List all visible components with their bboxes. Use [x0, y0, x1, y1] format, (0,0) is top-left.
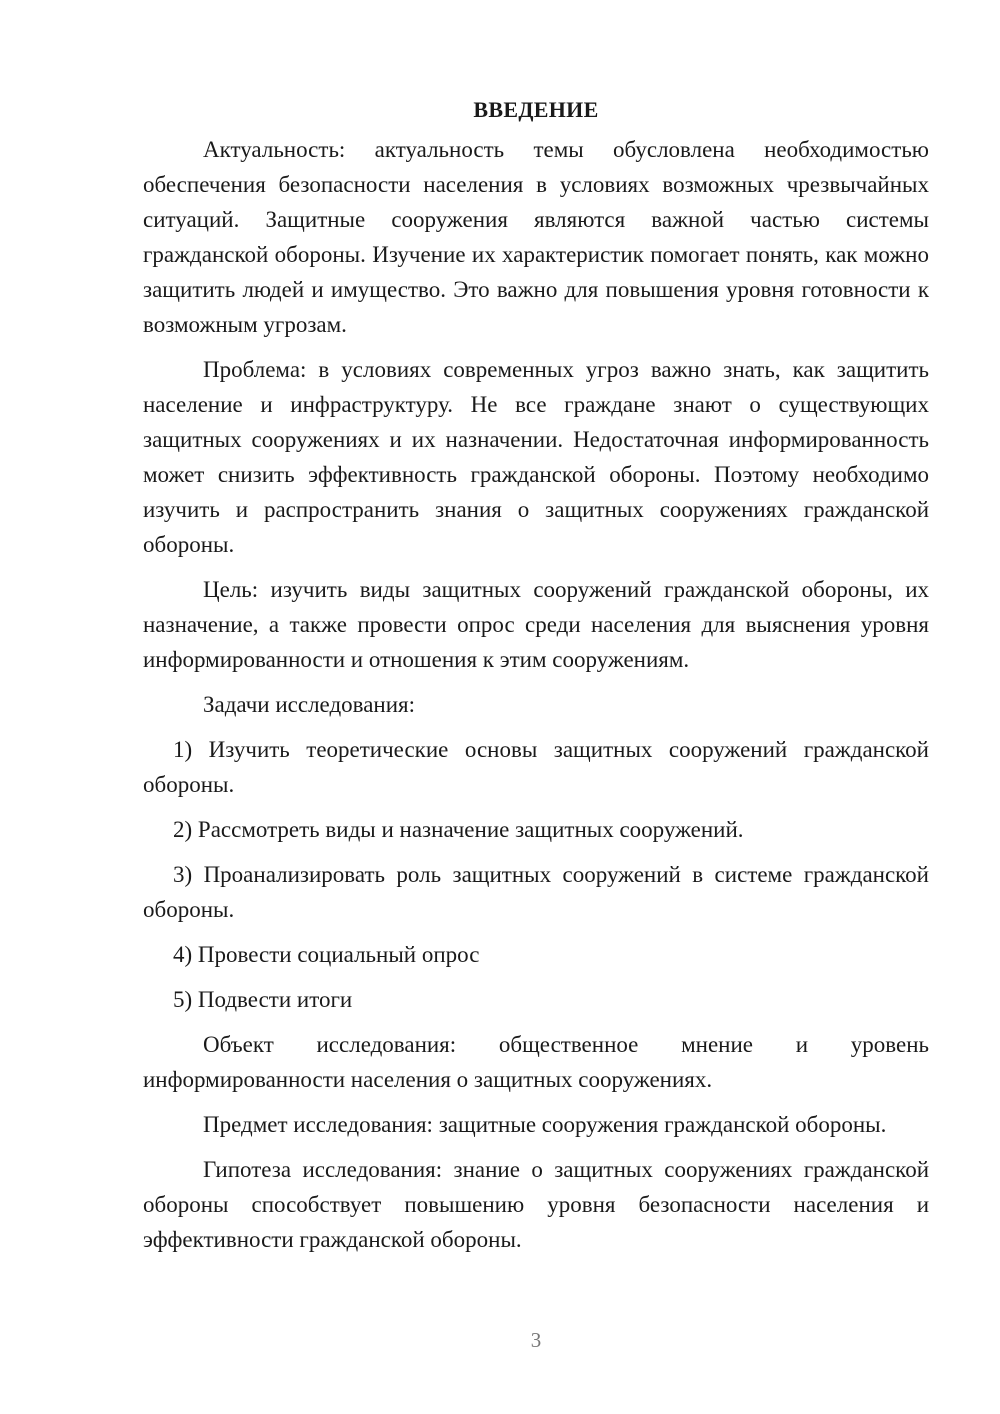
task-item: 3) Проанализировать роль защитных сооружений в системе гражданской обороны.	[143, 862, 929, 922]
problem-paragraph: Проблема: в условиях современных угроз важно знать, как защитить население и инфраструктуру. Не все граждане знают о существующих защитных сооружениях и их назначении. Недостаточная информированность может снизить эффективность гражданской обороны. Поэтому необходимо изучить и распространить знания о защитных сооружениях гражданской обороны.	[143, 357, 929, 557]
task-item: 4) Провести социальный опрос	[173, 942, 480, 967]
document-page	[143, 92, 929, 1257]
task-item: 1) Изучить теоретические основы защитных сооружений гражданской обороны.	[143, 737, 929, 797]
goal-paragraph: Цель: изучить виды защитных сооружений гражданской обороны, их назначение, а также провести опрос среди населения для выяснения уровня информированности и отношения к этим сооружениям.	[143, 577, 929, 672]
page-number: 3	[530, 1328, 542, 1352]
page-title: ВВЕДЕНИЕ	[473, 97, 599, 122]
subject-paragraph: Предмет исследования: защитные сооружения гражданской обороны.	[203, 1112, 887, 1137]
task-item: 5) Подвести итоги	[173, 987, 353, 1012]
object-paragraph: Объект исследования: общественное мнение и уровень информированности населения о защитных сооружениях.	[143, 1032, 929, 1092]
task-item: 2) Рассмотреть виды и назначение защитных сооружений.	[173, 817, 744, 842]
tasks-heading: Задачи исследования:	[203, 692, 416, 717]
hypothesis-paragraph: Гипотеза исследования: знание о защитных сооружениях гражданской обороны способствует повышению уровня безопасности населения и эффективности гражданской обороны.	[143, 1157, 929, 1252]
relevance-paragraph: Актуальность: актуальность темы обусловлена необходимостью обеспечения безопасности населения в условиях возможных чрезвычайных ситуаций. Защитные сооружения являются важной частью системы гражданской обороны. Изучение их характеристик помогает понять, как можно защитить людей и имущество. Это важно для повышения уровня готовности к возможным угрозам.	[143, 137, 929, 337]
